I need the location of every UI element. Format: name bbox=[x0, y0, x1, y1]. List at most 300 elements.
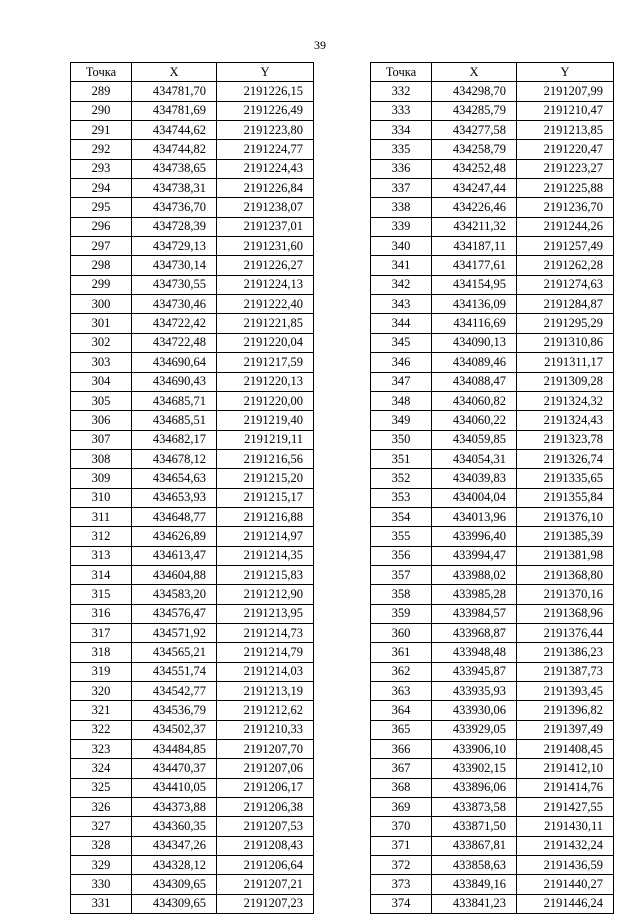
cell-point: 306 bbox=[71, 411, 132, 430]
cell-x: 434690,43 bbox=[132, 372, 217, 391]
cell-point: 315 bbox=[71, 585, 132, 604]
cell-x: 433984,57 bbox=[432, 604, 517, 623]
cell-point: 317 bbox=[71, 623, 132, 642]
table-row bbox=[371, 546, 614, 565]
table-row bbox=[371, 778, 614, 797]
cell-x: 434090,13 bbox=[432, 333, 517, 352]
cell-x: 434347,26 bbox=[132, 836, 217, 855]
cell-point: 293 bbox=[71, 159, 132, 178]
cell-point: 312 bbox=[71, 527, 132, 546]
cell-y: 2191215,83 bbox=[217, 565, 314, 584]
cell-y: 2191385,39 bbox=[517, 527, 614, 546]
cell-y: 2191370,16 bbox=[517, 585, 614, 604]
cell-y: 2191214,79 bbox=[217, 643, 314, 662]
cell-x: 434136,09 bbox=[432, 295, 517, 314]
cell-point: 319 bbox=[71, 662, 132, 681]
cell-point: 330 bbox=[71, 875, 132, 894]
cell-x: 434781,70 bbox=[132, 82, 217, 101]
cell-y: 2191376,10 bbox=[517, 507, 614, 526]
cell-x: 434736,70 bbox=[132, 198, 217, 217]
table-row bbox=[71, 585, 314, 604]
cell-x: 434730,14 bbox=[132, 256, 217, 275]
cell-point: 325 bbox=[71, 778, 132, 797]
cell-x: 434565,21 bbox=[132, 643, 217, 662]
cell-x: 433841,23 bbox=[432, 894, 517, 913]
table-row bbox=[371, 353, 614, 372]
cell-point: 305 bbox=[71, 391, 132, 410]
cell-point: 311 bbox=[71, 507, 132, 526]
cell-x: 434536,79 bbox=[132, 701, 217, 720]
table-row bbox=[371, 333, 614, 352]
cell-point: 370 bbox=[371, 817, 432, 836]
cell-x: 434470,37 bbox=[132, 759, 217, 778]
table-row bbox=[371, 430, 614, 449]
cell-point: 354 bbox=[371, 507, 432, 526]
cell-point: 368 bbox=[371, 778, 432, 797]
cell-y: 2191216,56 bbox=[217, 449, 314, 468]
cell-x: 433871,50 bbox=[432, 817, 517, 836]
cell-y: 2191335,65 bbox=[517, 469, 614, 488]
cell-y: 2191216,88 bbox=[217, 507, 314, 526]
table-row bbox=[71, 875, 314, 894]
cell-y: 2191237,01 bbox=[217, 217, 314, 236]
cell-y: 2191324,32 bbox=[517, 391, 614, 410]
table-row bbox=[71, 720, 314, 739]
table-row bbox=[371, 101, 614, 120]
cell-x: 434059,85 bbox=[432, 430, 517, 449]
column-header-point: Точка bbox=[371, 63, 432, 82]
cell-x: 433930,06 bbox=[432, 701, 517, 720]
cell-point: 355 bbox=[371, 527, 432, 546]
cell-y: 2191236,70 bbox=[517, 198, 614, 217]
cell-point: 297 bbox=[71, 237, 132, 256]
cell-point: 367 bbox=[371, 759, 432, 778]
table-row bbox=[371, 701, 614, 720]
cell-x: 434258,79 bbox=[432, 140, 517, 159]
cell-x: 434410,05 bbox=[132, 778, 217, 797]
cell-x: 434187,11 bbox=[432, 237, 517, 256]
cell-x: 433849,16 bbox=[432, 875, 517, 894]
cell-y: 2191397,49 bbox=[517, 720, 614, 739]
table-row bbox=[71, 798, 314, 817]
cell-y: 2191408,45 bbox=[517, 740, 614, 759]
table-row bbox=[371, 623, 614, 642]
table-row bbox=[371, 662, 614, 681]
cell-x: 433996,40 bbox=[432, 527, 517, 546]
cell-x: 434781,69 bbox=[132, 101, 217, 120]
cell-x: 434678,12 bbox=[132, 449, 217, 468]
cell-x: 434116,69 bbox=[432, 314, 517, 333]
table-row bbox=[71, 623, 314, 642]
cell-point: 358 bbox=[371, 585, 432, 604]
table-row bbox=[371, 237, 614, 256]
cell-x: 434089,46 bbox=[432, 353, 517, 372]
cell-x: 434211,32 bbox=[432, 217, 517, 236]
cell-point: 318 bbox=[71, 643, 132, 662]
cell-point: 352 bbox=[371, 469, 432, 488]
cell-y: 2191446,24 bbox=[517, 894, 614, 913]
cell-point: 309 bbox=[71, 469, 132, 488]
cell-point: 302 bbox=[71, 333, 132, 352]
table-header-row bbox=[71, 63, 314, 82]
cell-y: 2191215,20 bbox=[217, 469, 314, 488]
table-row bbox=[71, 372, 314, 391]
cell-point: 320 bbox=[71, 682, 132, 701]
cell-point: 328 bbox=[71, 836, 132, 855]
cell-point: 351 bbox=[371, 449, 432, 468]
cell-y: 2191207,06 bbox=[217, 759, 314, 778]
cell-x: 433873,58 bbox=[432, 798, 517, 817]
cell-point: 292 bbox=[71, 140, 132, 159]
cell-point: 369 bbox=[371, 798, 432, 817]
cell-x: 434685,71 bbox=[132, 391, 217, 410]
cell-y: 2191219,11 bbox=[217, 430, 314, 449]
cell-point: 314 bbox=[71, 565, 132, 584]
cell-y: 2191213,19 bbox=[217, 682, 314, 701]
cell-y: 2191427,55 bbox=[517, 798, 614, 817]
cell-x: 434013,96 bbox=[432, 507, 517, 526]
cell-x: 433896,06 bbox=[432, 778, 517, 797]
table-row bbox=[71, 275, 314, 294]
cell-y: 2191310,86 bbox=[517, 333, 614, 352]
cell-y: 2191207,99 bbox=[517, 82, 614, 101]
cell-point: 310 bbox=[71, 488, 132, 507]
table-row bbox=[71, 237, 314, 256]
cell-x: 434728,39 bbox=[132, 217, 217, 236]
table-row bbox=[71, 295, 314, 314]
cell-point: 361 bbox=[371, 643, 432, 662]
cell-y: 2191207,70 bbox=[217, 740, 314, 759]
cell-x: 434309,65 bbox=[132, 875, 217, 894]
table-row bbox=[71, 894, 314, 913]
cell-x: 434571,92 bbox=[132, 623, 217, 642]
cell-y: 2191220,00 bbox=[217, 391, 314, 410]
column-header-point: Точка bbox=[71, 63, 132, 82]
cell-point: 342 bbox=[371, 275, 432, 294]
cell-x: 434583,20 bbox=[132, 585, 217, 604]
cell-y: 2191220,13 bbox=[217, 372, 314, 391]
cell-point: 366 bbox=[371, 740, 432, 759]
table-row bbox=[71, 740, 314, 759]
cell-point: 371 bbox=[371, 836, 432, 855]
cell-y: 2191221,85 bbox=[217, 314, 314, 333]
cell-point: 359 bbox=[371, 604, 432, 623]
cell-y: 2191210,47 bbox=[517, 101, 614, 120]
cell-y: 2191324,43 bbox=[517, 411, 614, 430]
cell-point: 289 bbox=[71, 82, 132, 101]
table-row bbox=[71, 488, 314, 507]
table-row bbox=[71, 701, 314, 720]
cell-x: 434177,61 bbox=[432, 256, 517, 275]
cell-x: 434298,70 bbox=[432, 82, 517, 101]
cell-x: 434004,04 bbox=[432, 488, 517, 507]
cell-x: 434730,55 bbox=[132, 275, 217, 294]
cell-point: 324 bbox=[71, 759, 132, 778]
cell-point: 332 bbox=[371, 82, 432, 101]
cell-point: 350 bbox=[371, 430, 432, 449]
cell-y: 2191381,98 bbox=[517, 546, 614, 565]
cell-point: 321 bbox=[71, 701, 132, 720]
cell-y: 2191226,15 bbox=[217, 82, 314, 101]
cell-x: 434542,77 bbox=[132, 682, 217, 701]
table-row bbox=[371, 604, 614, 623]
cell-y: 2191220,04 bbox=[217, 333, 314, 352]
cell-x: 434576,47 bbox=[132, 604, 217, 623]
cell-y: 2191223,27 bbox=[517, 159, 614, 178]
cell-y: 2191440,27 bbox=[517, 875, 614, 894]
cell-y: 2191212,62 bbox=[217, 701, 314, 720]
table-row bbox=[371, 82, 614, 101]
cell-y: 2191376,44 bbox=[517, 623, 614, 642]
table-row bbox=[71, 179, 314, 198]
cell-y: 2191210,33 bbox=[217, 720, 314, 739]
cell-y: 2191213,85 bbox=[517, 121, 614, 140]
cell-y: 2191326,74 bbox=[517, 449, 614, 468]
table-row bbox=[71, 643, 314, 662]
cell-point: 356 bbox=[371, 546, 432, 565]
cell-point: 364 bbox=[371, 701, 432, 720]
table-row bbox=[71, 546, 314, 565]
cell-y: 2191213,95 bbox=[217, 604, 314, 623]
table-row bbox=[371, 894, 614, 913]
table-row bbox=[371, 836, 614, 855]
cell-x: 433906,10 bbox=[432, 740, 517, 759]
cell-x: 434738,31 bbox=[132, 179, 217, 198]
cell-x: 434613,47 bbox=[132, 546, 217, 565]
cell-x: 434502,37 bbox=[132, 720, 217, 739]
cell-point: 300 bbox=[71, 295, 132, 314]
table-row bbox=[71, 391, 314, 410]
table-row bbox=[371, 391, 614, 410]
table-row bbox=[371, 759, 614, 778]
table-row bbox=[71, 662, 314, 681]
cell-y: 2191208,43 bbox=[217, 836, 314, 855]
cell-x: 434060,22 bbox=[432, 411, 517, 430]
cell-point: 299 bbox=[71, 275, 132, 294]
cell-x: 434730,46 bbox=[132, 295, 217, 314]
cell-point: 291 bbox=[71, 121, 132, 140]
table-row bbox=[371, 449, 614, 468]
cell-y: 2191212,90 bbox=[217, 585, 314, 604]
cell-point: 334 bbox=[371, 121, 432, 140]
table-row bbox=[371, 643, 614, 662]
cell-point: 346 bbox=[371, 353, 432, 372]
cell-x: 433902,15 bbox=[432, 759, 517, 778]
table-row bbox=[371, 198, 614, 217]
cell-x: 434252,48 bbox=[432, 159, 517, 178]
cell-point: 362 bbox=[371, 662, 432, 681]
cell-x: 434744,82 bbox=[132, 140, 217, 159]
cell-x: 434309,65 bbox=[132, 894, 217, 913]
cell-point: 316 bbox=[71, 604, 132, 623]
cell-x: 434088,47 bbox=[432, 372, 517, 391]
cell-point: 363 bbox=[371, 682, 432, 701]
cell-x: 434039,83 bbox=[432, 469, 517, 488]
cell-x: 434060,82 bbox=[432, 391, 517, 410]
table-row bbox=[371, 411, 614, 430]
cell-y: 2191214,35 bbox=[217, 546, 314, 565]
table-row bbox=[71, 314, 314, 333]
cell-point: 326 bbox=[71, 798, 132, 817]
cell-point: 340 bbox=[371, 237, 432, 256]
cell-y: 2191219,40 bbox=[217, 411, 314, 430]
table-row bbox=[371, 275, 614, 294]
cell-y: 2191207,21 bbox=[217, 875, 314, 894]
table-row bbox=[371, 256, 614, 275]
cell-x: 434722,48 bbox=[132, 333, 217, 352]
table-row bbox=[371, 527, 614, 546]
table-row bbox=[371, 488, 614, 507]
cell-y: 2191214,03 bbox=[217, 662, 314, 681]
table-row bbox=[371, 295, 614, 314]
cell-point: 304 bbox=[71, 372, 132, 391]
cell-y: 2191224,77 bbox=[217, 140, 314, 159]
cell-point: 373 bbox=[371, 875, 432, 894]
cell-point: 296 bbox=[71, 217, 132, 236]
cell-y: 2191368,80 bbox=[517, 565, 614, 584]
cell-point: 290 bbox=[71, 101, 132, 120]
cell-x: 433968,87 bbox=[432, 623, 517, 642]
cell-point: 357 bbox=[371, 565, 432, 584]
cell-point: 323 bbox=[71, 740, 132, 759]
cell-x: 433948,48 bbox=[432, 643, 517, 662]
table-row bbox=[71, 256, 314, 275]
cell-point: 301 bbox=[71, 314, 132, 333]
cell-x: 434744,62 bbox=[132, 121, 217, 140]
cell-y: 2191387,73 bbox=[517, 662, 614, 681]
table-row bbox=[71, 101, 314, 120]
table-row bbox=[71, 682, 314, 701]
table-row bbox=[371, 682, 614, 701]
cell-y: 2191412,10 bbox=[517, 759, 614, 778]
cell-y: 2191274,63 bbox=[517, 275, 614, 294]
cell-x: 434690,64 bbox=[132, 353, 217, 372]
table-row bbox=[371, 565, 614, 584]
table-row bbox=[371, 798, 614, 817]
table-row bbox=[71, 604, 314, 623]
table-row bbox=[371, 740, 614, 759]
cell-x: 434648,77 bbox=[132, 507, 217, 526]
table-row bbox=[71, 82, 314, 101]
table-row bbox=[71, 565, 314, 584]
cell-y: 2191414,76 bbox=[517, 778, 614, 797]
cell-point: 295 bbox=[71, 198, 132, 217]
cell-y: 2191368,96 bbox=[517, 604, 614, 623]
cell-y: 2191436,59 bbox=[517, 856, 614, 875]
cell-point: 329 bbox=[71, 856, 132, 875]
cell-point: 349 bbox=[371, 411, 432, 430]
cell-x: 434360,35 bbox=[132, 817, 217, 836]
cell-y: 2191223,80 bbox=[217, 121, 314, 140]
cell-y: 2191207,23 bbox=[217, 894, 314, 913]
cell-y: 2191432,24 bbox=[517, 836, 614, 855]
cell-y: 2191214,73 bbox=[217, 623, 314, 642]
cell-x: 434247,44 bbox=[432, 179, 517, 198]
table-row bbox=[371, 585, 614, 604]
cell-y: 2191225,88 bbox=[517, 179, 614, 198]
table-row bbox=[71, 217, 314, 236]
cell-point: 372 bbox=[371, 856, 432, 875]
cell-y: 2191206,38 bbox=[217, 798, 314, 817]
cell-y: 2191226,49 bbox=[217, 101, 314, 120]
cell-y: 2191323,78 bbox=[517, 430, 614, 449]
cell-point: 344 bbox=[371, 314, 432, 333]
cell-x: 434484,85 bbox=[132, 740, 217, 759]
cell-x: 433935,93 bbox=[432, 682, 517, 701]
cell-x: 434685,51 bbox=[132, 411, 217, 430]
cell-x: 434604,88 bbox=[132, 565, 217, 584]
cell-y: 2191295,29 bbox=[517, 314, 614, 333]
cell-y: 2191224,13 bbox=[217, 275, 314, 294]
cell-x: 434653,93 bbox=[132, 488, 217, 507]
table-row bbox=[371, 314, 614, 333]
cell-y: 2191214,97 bbox=[217, 527, 314, 546]
table-header-row bbox=[371, 63, 614, 82]
table-row bbox=[71, 333, 314, 352]
cell-point: 308 bbox=[71, 449, 132, 468]
table-row bbox=[71, 817, 314, 836]
table-row bbox=[371, 817, 614, 836]
cell-point: 339 bbox=[371, 217, 432, 236]
cell-y: 2191220,47 bbox=[517, 140, 614, 159]
cell-x: 433988,02 bbox=[432, 565, 517, 584]
table-row bbox=[71, 159, 314, 178]
cell-x: 434682,17 bbox=[132, 430, 217, 449]
cell-y: 2191217,59 bbox=[217, 353, 314, 372]
cell-x: 433858,63 bbox=[432, 856, 517, 875]
table-row bbox=[71, 759, 314, 778]
cell-x: 434738,65 bbox=[132, 159, 217, 178]
cell-point: 353 bbox=[371, 488, 432, 507]
cell-y: 2191430,11 bbox=[517, 817, 614, 836]
cell-point: 303 bbox=[71, 353, 132, 372]
table-row bbox=[371, 159, 614, 178]
cell-y: 2191226,27 bbox=[217, 256, 314, 275]
table-row bbox=[371, 875, 614, 894]
cell-y: 2191386,23 bbox=[517, 643, 614, 662]
cell-point: 343 bbox=[371, 295, 432, 314]
cell-x: 434328,12 bbox=[132, 856, 217, 875]
cell-x: 434226,46 bbox=[432, 198, 517, 217]
cell-y: 2191257,49 bbox=[517, 237, 614, 256]
column-header-y: Y bbox=[517, 63, 614, 82]
cell-point: 294 bbox=[71, 179, 132, 198]
cell-point: 347 bbox=[371, 372, 432, 391]
cell-y: 2191311,17 bbox=[517, 353, 614, 372]
table-row bbox=[371, 372, 614, 391]
table-row bbox=[371, 217, 614, 236]
cell-x: 434654,63 bbox=[132, 469, 217, 488]
cell-point: 365 bbox=[371, 720, 432, 739]
cell-y: 2191238,07 bbox=[217, 198, 314, 217]
table-row bbox=[71, 527, 314, 546]
cell-y: 2191396,82 bbox=[517, 701, 614, 720]
table-row bbox=[71, 353, 314, 372]
cell-x: 433867,81 bbox=[432, 836, 517, 855]
table-row bbox=[71, 469, 314, 488]
cell-x: 433945,87 bbox=[432, 662, 517, 681]
cell-y: 2191224,43 bbox=[217, 159, 314, 178]
coordinates-table-right bbox=[370, 62, 614, 914]
table-row bbox=[371, 121, 614, 140]
cell-point: 374 bbox=[371, 894, 432, 913]
cell-y: 2191206,64 bbox=[217, 856, 314, 875]
table-row bbox=[71, 449, 314, 468]
table-row bbox=[71, 198, 314, 217]
cell-y: 2191215,17 bbox=[217, 488, 314, 507]
cell-point: 337 bbox=[371, 179, 432, 198]
column-header-x: X bbox=[132, 63, 217, 82]
